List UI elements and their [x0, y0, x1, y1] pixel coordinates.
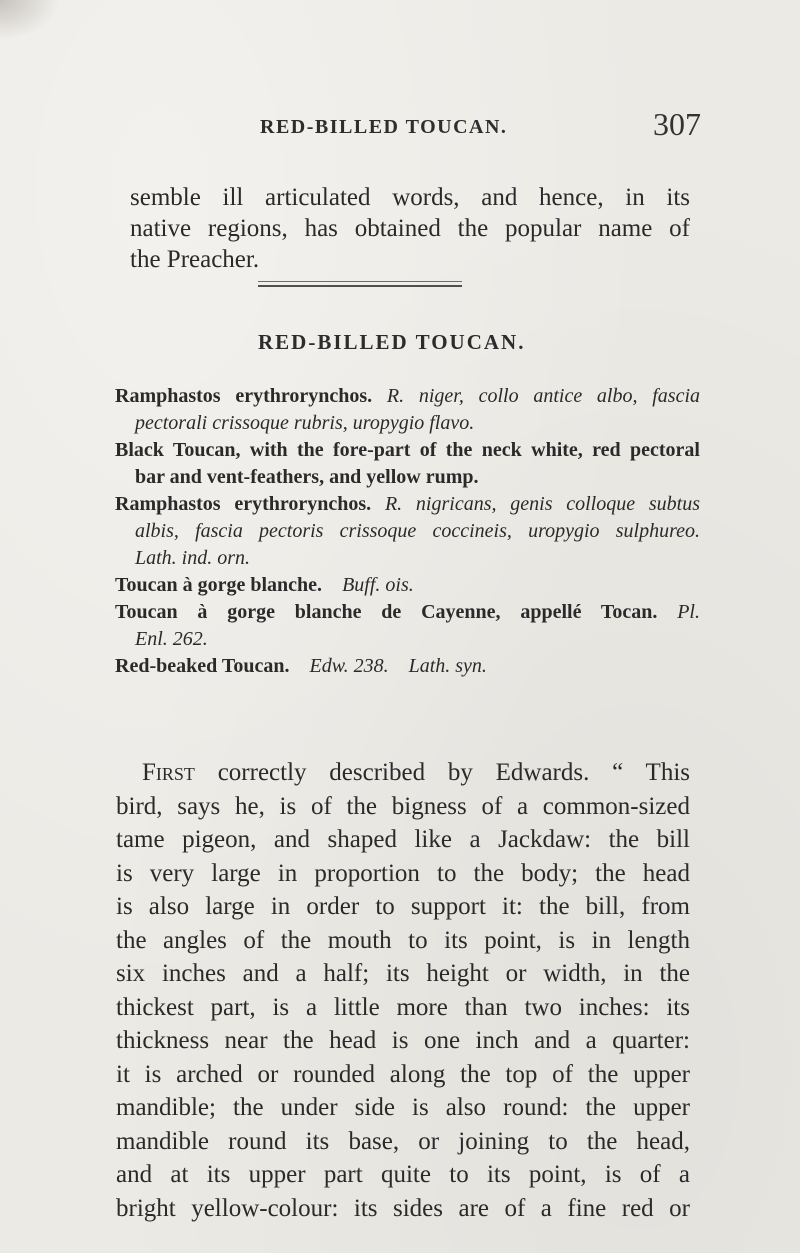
paragraph-line: bright yellow-colour: its sides are of a fine red or: [116, 1194, 690, 1222]
page-corner-shadow: [0, 0, 60, 40]
synonym-reference: Buff. ois.: [342, 574, 414, 596]
synonym-continuation: albis, fascia pectoris crissoque coccineis, uropygio sulphureo.: [135, 520, 700, 542]
synonym-entry: [115, 383, 700, 410]
synonym-entry: [115, 653, 700, 680]
paragraph-line: mandible; the under side is also round: the upper: [116, 1094, 690, 1121]
page-number: 307: [653, 106, 701, 142]
synonym-continuation: Lath. ind. orn.: [135, 547, 251, 569]
paragraph-line: thickest part, is a little more than two inches: its: [116, 993, 690, 1021]
synonym-continuation: pectorali crissoque rubris, uropygio flavo.: [135, 412, 475, 434]
body-paragraph: [116, 756, 690, 1225]
paragraph-line: it is arched or rounded along the top of the upper: [116, 1060, 690, 1088]
opening-paragraph: [130, 182, 690, 275]
paragraph-line: mandible round its base, or joining to the head,: [116, 1127, 690, 1155]
paragraph-line: and at its upper part quite to its point, is of a: [116, 1161, 690, 1188]
paragraph-line: the angles of the mouth to its point, is in length: [116, 926, 690, 954]
paragraph-line-text: correctly described by Edwards. “ This: [194, 759, 690, 786]
paragraph-line: is also large in order to support it: the bill, from: [116, 893, 690, 920]
paragraph-line: semble ill articulated words, and hence, in its: [130, 184, 690, 211]
synonym-reference: Pl.: [677, 601, 700, 623]
paragraph-line: bird, says he, is of the bigness of a common-sized: [116, 792, 690, 820]
paragraph-line: [116, 756, 690, 790]
synonymy-block: [115, 383, 700, 680]
synonym-description: R. niger, collo antice albo, fascia: [386, 385, 701, 407]
synonym-name: Red-beaked Toucan.: [115, 655, 290, 677]
paragraph-line: native regions, has obtained the popular name of: [130, 215, 690, 242]
synonym-continuation: bar and vent-feathers, and yellow rump.: [135, 466, 479, 488]
synonym-entry: [115, 491, 700, 518]
paragraph-line: thickness near the head is one inch and a quarter:: [116, 1027, 690, 1054]
section-title: RED-BILLED TOUCAN.: [258, 330, 526, 354]
synonym-entry: Black Toucan, with the fore-part of the neck white, red pectoral: [115, 439, 700, 461]
synonym-name: Toucan à gorge blanche de Cayenne, appellé Tocan.: [115, 601, 658, 623]
synonym-entry: [115, 572, 700, 599]
synonym-name: Toucan à gorge blanche.: [115, 574, 323, 596]
paragraph-line: the Preacher.: [130, 246, 260, 273]
running-head: RED-BILLED TOUCAN.: [260, 116, 508, 138]
divider-rule-thick: [258, 285, 462, 287]
synonym-description: R. nigricans, genis colloque subtus: [384, 493, 700, 515]
divider-rule-thin: [258, 281, 462, 282]
drop-word: First: [142, 759, 195, 786]
synonym-continuation: Enl. 262.: [135, 628, 208, 650]
synonym-entry: [115, 599, 700, 626]
synonym-name: Ramphastos erythrorynchos.: [115, 493, 372, 515]
section-divider: [258, 281, 462, 290]
paragraph-line: six inches and a half; its height or width, in the: [116, 960, 690, 987]
paragraph-line: is very large in proportion to the body; the head: [116, 859, 690, 887]
paragraph-line: tame pigeon, and shaped like a Jackdaw: the bill: [116, 826, 690, 853]
synonym-reference: Lath. syn.: [408, 655, 487, 677]
synonym-name: Ramphastos erythrorynchos.: [115, 385, 373, 407]
synonym-reference: Edw. 238.: [309, 655, 389, 677]
